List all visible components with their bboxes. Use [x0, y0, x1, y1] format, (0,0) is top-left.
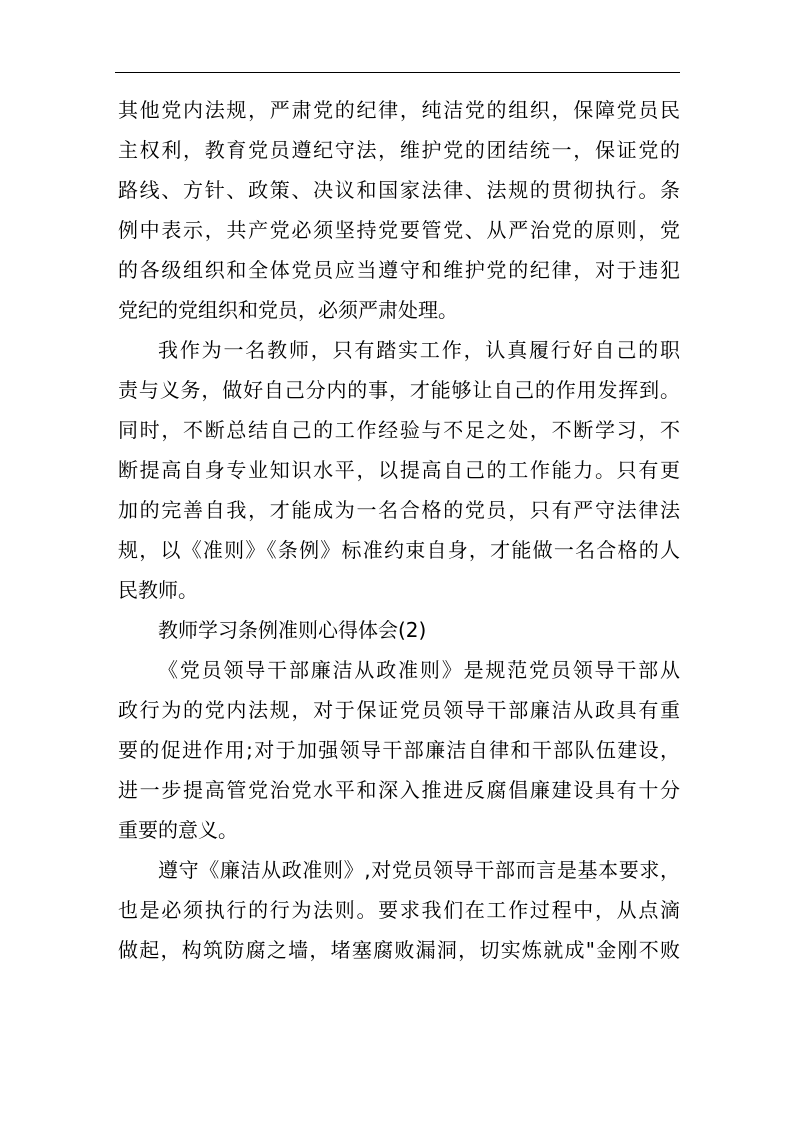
section-heading-text: 教师学习条例准则心得体会(2)	[158, 618, 427, 642]
text-line: 同时，不断总结自己的工作经验与不足之处，不断学习，不	[118, 418, 680, 442]
text-line: 要的促进作用;对于加强领导干部廉洁自律和干部队伍建设，	[118, 738, 680, 762]
text-line: 断提高自身专业知识水平，以提高自己的工作能力。只有更	[118, 458, 680, 482]
text-line: 路线、方针、政策、决议和国家法律、法规的贯彻执行。条	[118, 178, 680, 202]
text-line: 民教师。	[118, 578, 198, 602]
text-line: 党纪的党组织和党员，必须严肃处理。	[118, 298, 458, 322]
text-line: 例中表示，共产党必须坚持党要管党、从严治党的原则，党	[118, 218, 680, 242]
text-line: 责与义务，做好自己分内的事，才能够让自己的作用发挥到。	[118, 378, 680, 402]
document-body	[118, 90, 680, 970]
text-line: 的各级组织和全体党员应当遵守和维护党的纪律，对于违犯	[118, 258, 680, 282]
section-heading	[118, 610, 680, 650]
text-line: 规，以《准则》《条例》标准约束自身，才能做一名合格的人	[118, 538, 680, 562]
text-line: 做起，构筑防腐之墙，堵塞腐败漏洞，切实炼就成"金刚不败	[118, 938, 680, 962]
paragraph-teacher-duty	[118, 330, 680, 610]
text-line: 其他党内法规，严肃党的纪律，纯洁党的组织，保障党员民	[118, 98, 680, 122]
header-rule	[115, 72, 680, 73]
text-line: 加的完善自我，才能成为一名合格的党员，只有严守法律法	[118, 498, 680, 522]
text-line: 进一步提高管党治党水平和深入推进反腐倡廉建设具有十分	[118, 778, 680, 802]
text-line: 我作为一名教师，只有踏实工作，认真履行好自己的职	[158, 338, 680, 362]
text-line: 遵守《廉洁从政准则》,对党员领导干部而言是基本要求，	[158, 858, 680, 882]
paragraph-integrity-code	[118, 650, 680, 850]
text-line: 也是必须执行的行为法则。要求我们在工作过程中，从点滴	[118, 898, 680, 922]
paragraph-party-discipline	[118, 90, 680, 330]
text-line: 主权利，教育党员遵纪守法，维护党的团结统一，保证党的	[118, 138, 680, 162]
text-line: 政行为的党内法规，对于保证党员领导干部廉洁从政具有重	[118, 698, 680, 722]
text-line: 重要的意义。	[118, 818, 238, 842]
paragraph-compliance	[118, 850, 680, 970]
text-line: 《党员领导干部廉洁从政准则》是规范党员领导干部从	[158, 658, 680, 682]
